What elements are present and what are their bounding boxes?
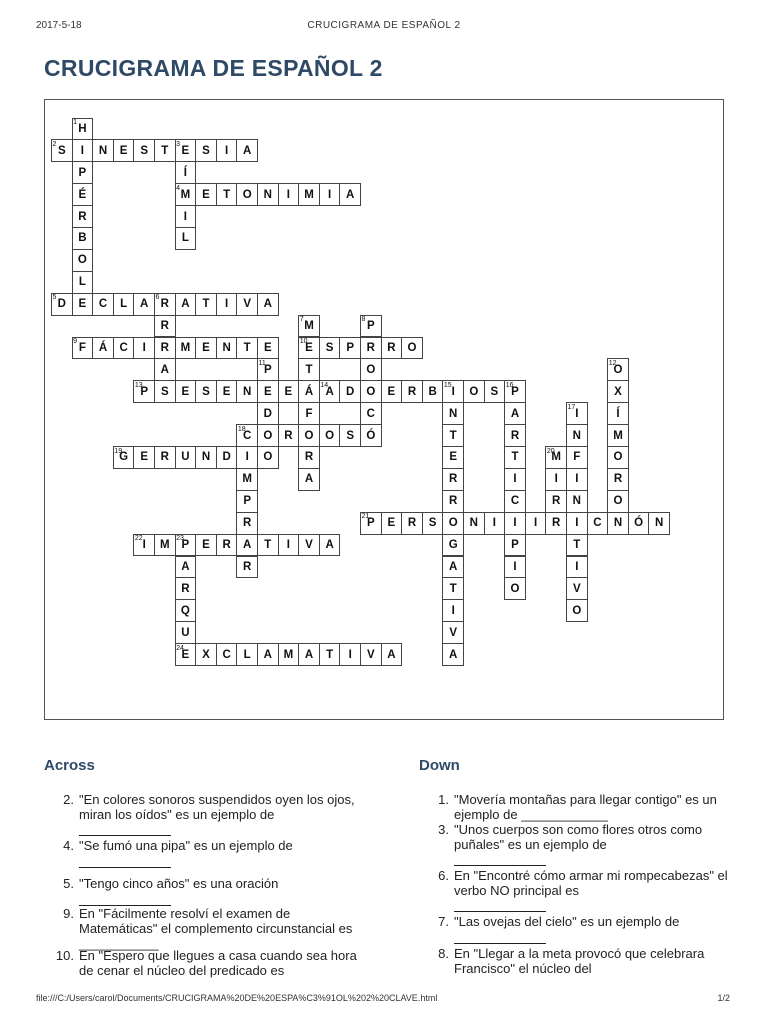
crossword-cell: M <box>175 183 197 206</box>
crossword-cell: D <box>216 446 238 469</box>
print-header-title: CRUCIGRAMA DE ESPAÑOL 2 <box>307 20 461 31</box>
crossword-cell: R <box>442 468 464 491</box>
crossword-cell: P <box>72 161 94 184</box>
crossword-cell: T <box>257 534 279 557</box>
print-date: 2017-5-18 <box>36 20 82 31</box>
cell-clue-number: 12 <box>608 359 617 367</box>
crossword-cell: I <box>216 293 238 316</box>
crossword-cell: O <box>607 446 629 469</box>
down-clue-list <box>419 792 729 982</box>
crossword-cell: Ó <box>360 424 382 447</box>
crossword-cell: L <box>175 227 197 250</box>
cell-clue-number: 22 <box>134 535 143 543</box>
crossword-cell: A <box>504 402 526 425</box>
down-heading: Down <box>419 757 460 774</box>
crossword-cell: V <box>360 643 382 666</box>
crossword-cell: M <box>298 183 320 206</box>
crossword-cell: Í <box>175 161 197 184</box>
cell-clue-number: 5 <box>52 294 57 302</box>
page-number: 1/2 <box>717 993 730 1003</box>
crossword-cell: R <box>175 577 197 600</box>
crossword-cell: P <box>175 534 197 557</box>
clue-number: 9. <box>63 906 74 921</box>
crossword-cell: H <box>72 118 94 141</box>
crossword-cell: P <box>133 380 155 403</box>
cell-clue-number: 3 <box>176 140 180 148</box>
crossword-cell: M <box>545 446 567 469</box>
crossword-cell: T <box>154 139 176 162</box>
crossword-cell: N <box>257 183 279 206</box>
crossword-cell: O <box>72 249 94 272</box>
across-clue-list <box>44 792 364 982</box>
crossword-cell: I <box>545 468 567 491</box>
crossword-cell: I <box>504 556 526 579</box>
cell-clue-number: 10 <box>299 338 308 345</box>
clue-number: 8. <box>438 946 449 961</box>
crossword-cell: U <box>175 446 197 469</box>
crossword-cell: X <box>607 380 629 403</box>
crossword-cell: U <box>175 621 197 644</box>
answer-blank <box>79 892 171 906</box>
crossword-cell: R <box>607 468 629 491</box>
crossword-cell: Q <box>175 599 197 622</box>
file-path: file:///C:/Users/carol/Documents/CRUCIGRAMA%20DE%20ESPA%C3%91OL%202%20CLAVE.html <box>36 993 438 1003</box>
crossword-cell: Á <box>298 380 320 403</box>
crossword-cell: R <box>154 315 176 338</box>
clue-text: "Las ovejas del cielo" es un ejemplo de <box>454 914 680 929</box>
crossword-cell: P <box>360 315 382 338</box>
crossword-cell: C <box>587 512 609 535</box>
crossword-cell: B <box>72 227 94 250</box>
crossword-cell: P <box>504 534 526 557</box>
crossword-cell: O <box>236 183 258 206</box>
crossword-cell: N <box>566 424 588 447</box>
clue-text: En "Fácilmente resolví el examen de Matemáticas" el complemento circunstancial es ___________ <box>79 906 353 951</box>
crossword-cell: E <box>381 512 403 535</box>
crossword-cell: I <box>278 534 300 557</box>
crossword-cell: C <box>360 402 382 425</box>
crossword-cell: N <box>607 512 629 535</box>
crossword-cell: R <box>401 512 423 535</box>
cell-clue-number: 8 <box>361 316 366 324</box>
crossword-cell: N <box>442 402 464 425</box>
cell-clue-number: 7 <box>299 316 304 324</box>
crossword-cell: A <box>319 380 341 403</box>
crossword-cell: L <box>72 271 94 294</box>
crossword-cell: R <box>278 424 300 447</box>
cell-clue-number: 4 <box>176 184 180 192</box>
crossword-cell: T <box>442 424 464 447</box>
crossword-cell: N <box>648 512 670 535</box>
page-title: CRUCIGRAMA DE ESPAÑOL 2 <box>44 55 383 81</box>
crossword-cell: R <box>504 424 526 447</box>
crossword-cell: P <box>257 358 279 381</box>
crossword-cell: S <box>195 139 217 162</box>
crossword-cell: E <box>175 139 197 162</box>
crossword-cell: O <box>401 337 423 360</box>
crossword-cell: C <box>236 424 258 447</box>
crossword-cell: O <box>566 599 588 622</box>
crossword-cell: E <box>195 337 217 360</box>
crossword-cell: O <box>319 424 341 447</box>
crossword-cell: A <box>298 643 320 666</box>
crossword-cell: M <box>154 534 176 557</box>
crossword-cell: I <box>339 643 361 666</box>
crossword-cell: I <box>72 139 94 162</box>
crossword-cell: C <box>216 643 238 666</box>
crossword-cell: L <box>113 293 135 316</box>
crossword-cell: A <box>236 139 258 162</box>
crossword-cell: O <box>442 512 464 535</box>
crossword-cell: É <box>72 183 94 206</box>
answer-blank <box>79 854 171 868</box>
crossword-cell: T <box>504 446 526 469</box>
crossword-cell: Í <box>607 402 629 425</box>
clue-text: "Tengo cinco años" es una oración <box>79 876 279 891</box>
cell-clue-number: 23 <box>176 535 184 543</box>
crossword-cell: T <box>298 358 320 381</box>
crossword-cell: N <box>195 446 217 469</box>
crossword-cell: E <box>133 446 155 469</box>
clue-number: 10. <box>55 948 74 963</box>
crossword-cell: R <box>154 446 176 469</box>
crossword-cell: P <box>339 337 361 360</box>
crossword-cell: M <box>298 315 320 338</box>
crossword-cell: X <box>195 643 217 666</box>
crossword-cell: M <box>607 424 629 447</box>
clue-number: 2. <box>63 792 74 807</box>
crossword-cell: S <box>484 380 506 403</box>
crossword-cell: M <box>175 337 197 360</box>
crossword-cell: I <box>319 183 341 206</box>
cell-clue-number: 1 <box>73 119 77 126</box>
crossword-cell: E <box>257 337 279 360</box>
crossword-cell: O <box>463 380 485 403</box>
crossword-cell: R <box>236 556 258 579</box>
cell-clue-number: 20 <box>546 447 555 455</box>
cell-clue-number: 15 <box>443 381 452 389</box>
crossword-cell: E <box>175 643 197 666</box>
crossword-cell: S <box>195 380 217 403</box>
crossword-cell: S <box>154 380 176 403</box>
clue-text: En "Encontré cómo armar mi rompecabezas" el verbo NO principal es <box>454 868 728 898</box>
crossword-cell: A <box>175 556 197 579</box>
crossword-cell: O <box>607 490 629 513</box>
crossword-cell: I <box>566 402 588 425</box>
crossword-cell: R <box>154 337 176 360</box>
clue-text: "En colores sonoros suspendidos oyen los ojos, miran los oídos" es un ejemplo de <box>79 792 355 822</box>
crossword-cell: Ó <box>628 512 650 535</box>
crossword-cell: V <box>566 577 588 600</box>
crossword-cell: T <box>442 577 464 600</box>
cell-clue-number: 24 <box>176 644 184 652</box>
crossword-cell: A <box>442 643 464 666</box>
crossword-cell: F <box>566 446 588 469</box>
crossword-cell: A <box>236 534 258 557</box>
crossword-cell: S <box>422 512 444 535</box>
crossword-cell: O <box>504 577 526 600</box>
crossword-cell: A <box>442 556 464 579</box>
crossword-cell: A <box>175 293 197 316</box>
crossword-cell: E <box>216 380 238 403</box>
crossword-cell: I <box>133 534 155 557</box>
crossword-cell: R <box>381 337 403 360</box>
crossword-cell: E <box>298 337 320 360</box>
crossword-cell: E <box>175 380 197 403</box>
crossword-cell: V <box>442 621 464 644</box>
crossword-cell: O <box>607 358 629 381</box>
cell-clue-number: 14 <box>320 381 329 389</box>
crossword-cell: E <box>195 183 217 206</box>
crossword-cell: C <box>504 490 526 513</box>
crossword-cell: E <box>442 446 464 469</box>
crossword-cell: P <box>236 490 258 513</box>
crossword-cell: I <box>525 512 547 535</box>
crossword-cell: O <box>257 446 279 469</box>
crossword-cell: O <box>360 380 382 403</box>
crossword-cell: R <box>154 293 176 316</box>
cell-clue-number: 9 <box>73 338 77 345</box>
answer-blank <box>79 822 171 836</box>
crossword-cell: A <box>133 293 155 316</box>
cell-clue-number: 6 <box>155 294 160 302</box>
clue-text: "Movería montañas para llegar contigo" es un ejemplo de ____________ <box>454 792 717 822</box>
crossword-cell: I <box>442 380 464 403</box>
crossword-cell: R <box>236 512 258 535</box>
crossword-cell: R <box>298 446 320 469</box>
clue-number: 4. <box>63 838 74 853</box>
answer-blank <box>454 930 546 944</box>
crossword-frame <box>44 99 724 720</box>
crossword-cell: I <box>442 599 464 622</box>
crossword-cell: A <box>339 183 361 206</box>
clue-number: 1. <box>438 792 449 807</box>
across-heading: Across <box>44 757 95 774</box>
crossword-cell: S <box>339 424 361 447</box>
crossword-cell: N <box>216 337 238 360</box>
crossword-cell: O <box>257 424 279 447</box>
crossword-cell: T <box>319 643 341 666</box>
crossword-cell: E <box>381 380 403 403</box>
clue-number: 5. <box>63 876 74 891</box>
crossword-cell: R <box>360 337 382 360</box>
crossword-cell: P <box>504 380 526 403</box>
crossword-cell: G <box>442 534 464 557</box>
crossword-cell: A <box>257 293 279 316</box>
crossword-cell: C <box>113 337 135 360</box>
crossword-cell: E <box>278 380 300 403</box>
crossword-cell: C <box>92 293 114 316</box>
crossword-cell: F <box>72 337 94 360</box>
crossword-cell: Á <box>92 337 114 360</box>
crossword-cell: S <box>319 337 341 360</box>
crossword-cell: R <box>545 512 567 535</box>
cell-clue-number: 21 <box>361 513 370 521</box>
crossword-cell: A <box>257 643 279 666</box>
crossword-cell: T <box>195 293 217 316</box>
crossword-cell: E <box>113 139 135 162</box>
clue-text: En "Espero que llegues a casa cuando sea hora de cenar el núcleo del predicado es <box>79 948 357 978</box>
crossword-cell: V <box>236 293 258 316</box>
clue-text: En "Llegar a la meta provocó que celebrara Francisco" el núcleo del <box>454 946 705 976</box>
cell-clue-number: 17 <box>567 403 576 411</box>
crossword-cell: M <box>278 643 300 666</box>
crossword-cell: A <box>319 534 341 557</box>
crossword-cell: I <box>278 183 300 206</box>
crossword-cell: G <box>113 446 135 469</box>
crossword-cell: I <box>566 468 588 491</box>
crossword-cell: R <box>442 490 464 513</box>
crossword-cell: E <box>195 534 217 557</box>
crossword-cell: I <box>566 556 588 579</box>
cell-clue-number: 18 <box>237 425 246 433</box>
crossword-cell: I <box>175 205 197 228</box>
crossword-cell: I <box>236 446 258 469</box>
crossword-cell: N <box>566 490 588 513</box>
crossword-cell: I <box>133 337 155 360</box>
answer-blank <box>454 898 546 912</box>
clue-number: 3. <box>438 822 449 837</box>
crossword-cell: D <box>339 380 361 403</box>
crossword-cell: O <box>360 358 382 381</box>
crossword-cell: F <box>298 402 320 425</box>
crossword-cell: A <box>381 643 403 666</box>
crossword-cell: R <box>72 205 94 228</box>
crossword-cell: A <box>154 358 176 381</box>
crossword-cell: V <box>298 534 320 557</box>
clue-number: 7. <box>438 914 449 929</box>
crossword-cell: D <box>257 402 279 425</box>
crossword-cell: B <box>422 380 444 403</box>
crossword-cell: I <box>484 512 506 535</box>
crossword-cell: S <box>51 139 73 162</box>
crossword-cell: E <box>72 293 94 316</box>
crossword-cell: E <box>257 380 279 403</box>
cell-clue-number: 19 <box>114 447 123 455</box>
crossword-cell: O <box>298 424 320 447</box>
crossword-cell: R <box>401 380 423 403</box>
crossword-cell: D <box>51 293 73 316</box>
crossword-cell: N <box>463 512 485 535</box>
cell-clue-number: 16 <box>505 381 514 389</box>
crossword-cell: N <box>236 380 258 403</box>
crossword-cell: I <box>504 468 526 491</box>
crossword-cell: T <box>236 337 258 360</box>
clue-number: 6. <box>438 868 449 883</box>
cell-clue-number: 11 <box>258 359 266 367</box>
crossword-cell: R <box>545 490 567 513</box>
crossword-cell: A <box>298 468 320 491</box>
clue-text: "Se fumó una pipa" es un ejemplo de <box>79 838 293 853</box>
crossword-cell: R <box>216 534 238 557</box>
answer-blank <box>454 852 546 866</box>
clue-text: "Unos cuerpos son como flores otros como puñales" es un ejemplo de <box>454 822 703 852</box>
crossword-cell: I <box>566 512 588 535</box>
crossword-cell: S <box>133 139 155 162</box>
crossword-cell: N <box>92 139 114 162</box>
crossword-cell: T <box>566 534 588 557</box>
crossword-cell: L <box>236 643 258 666</box>
crossword-cell: I <box>504 512 526 535</box>
crossword-cell: T <box>216 183 238 206</box>
crossword-cell: I <box>216 139 238 162</box>
cell-clue-number: 2 <box>52 140 57 148</box>
crossword-cell: M <box>236 468 258 491</box>
cell-clue-number: 13 <box>134 381 143 389</box>
crossword-cell: P <box>360 512 382 535</box>
